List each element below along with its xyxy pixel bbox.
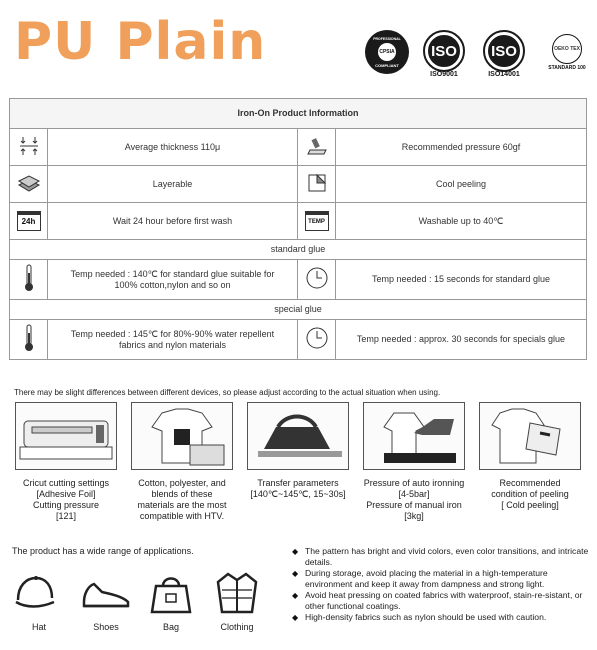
iso9001-label: ISO9001 [430,71,458,78]
iso9001-badge [425,32,463,78]
hat-icon [12,570,58,616]
special-time-text: Temp needed : approx. 30 seconds for specials glue [336,320,587,360]
thickness-text: Average thickness 110μ [48,129,298,166]
press-pressure-icon [298,129,336,166]
iso14001-label: ISO14001 [488,71,520,78]
oeko-tex-label: STANDARD 100 [548,65,586,71]
applications-title: The product has a wide range of applications. [12,546,194,556]
iron-illustration [247,402,349,470]
step-caption: Pressure of auto ironning [4-5bar] Pressure of manual iron [3kg] [363,478,465,521]
washable-text: Washable up to 40℃ [336,203,587,240]
jacket-icon [214,570,260,616]
step-caption: Cricut cutting settings [Adhesive Foil] Cutting pressure [121] [22,478,110,521]
list-item: ◆ The pattern has bright and vivid colors, even color transitions, and intricate details. [292,546,590,568]
special-glue-heading: special glue [10,300,587,320]
cool-peeling-text: Cool peeling [336,166,587,203]
standard-time-text: Temp needed : 15 seconds for standard glue [336,260,587,300]
thermometer-icon [10,320,48,360]
app-label-hat: Hat [31,622,46,632]
step-caption: Recommended condition of peeling [ Cold peeling] [491,478,569,510]
temp-wash-icon: TEMP [298,203,336,240]
peeling-illustration [479,402,581,470]
clock-icon [298,320,336,360]
clock-icon [298,260,336,300]
fabric-illustration [131,402,233,470]
iso-logo-icon: ISO [485,32,523,70]
step-caption: Cotton, polyester, and blends of these materials are the most compatible with HTV. [137,478,227,521]
thickness-icon [10,129,48,166]
feature-list [292,546,590,623]
step-caption: Transfer parameters [140℃~145℃, 15~30s] [250,478,346,499]
oeko-tex-badge [548,34,586,71]
bag-icon [148,570,194,616]
app-label-bag: Bag [162,622,179,632]
page-title: PU Plain [14,12,267,72]
list-item: ◆ During storage, avoid placing the material in a high-temperature environment and keep it away from dampness and strong light. [292,568,590,590]
oeko-tex-logo-icon: OEKO TEX [552,34,582,64]
layerable-text: Layerable [48,166,298,203]
heat-press-illustration [363,402,465,470]
cutting-machine-illustration [15,402,117,470]
pressure-text: Recommended pressure 60gf [336,129,587,166]
table-header: Iron-On Product Information [10,99,587,129]
cpsia-badge [365,30,409,74]
layers-icon [10,166,48,203]
24h-icon: 24h [10,203,48,240]
cpsia-seal-icon: PROFESSIONAL CPSIA COMPLIANT [365,30,409,74]
thermometer-icon [10,260,48,300]
app-label-clothing: Clothing [220,622,254,632]
device-note: There may be slight differences between different devices, so please adjust according to the actual situation when using. [14,388,441,397]
list-item: ◆ High-density fabrics such as nylon should be used with caution. [292,612,590,623]
shoe-icon [80,570,126,616]
special-temp-text: Temp needed : 145℃ for 80%-90% water repellent fabrics and nylon materials [48,320,298,360]
wash-wait-text: Wait 24 hour before first wash [48,203,298,240]
standard-glue-heading: standard glue [10,240,587,260]
app-label-shoes: Shoes [93,622,119,632]
peel-icon [298,166,336,203]
list-item: ◆ Avoid heat pressing on coated fabrics with waterproof, stain-re-sistant, or other functional coatings. [292,590,590,612]
product-info-table [9,98,587,360]
standard-temp-text: Temp needed : 140℃ for standard glue suitable for 100% cotton,nylon and so on [48,260,298,300]
iso-logo-icon: ISO [425,32,463,70]
iso14001-badge [485,32,523,78]
